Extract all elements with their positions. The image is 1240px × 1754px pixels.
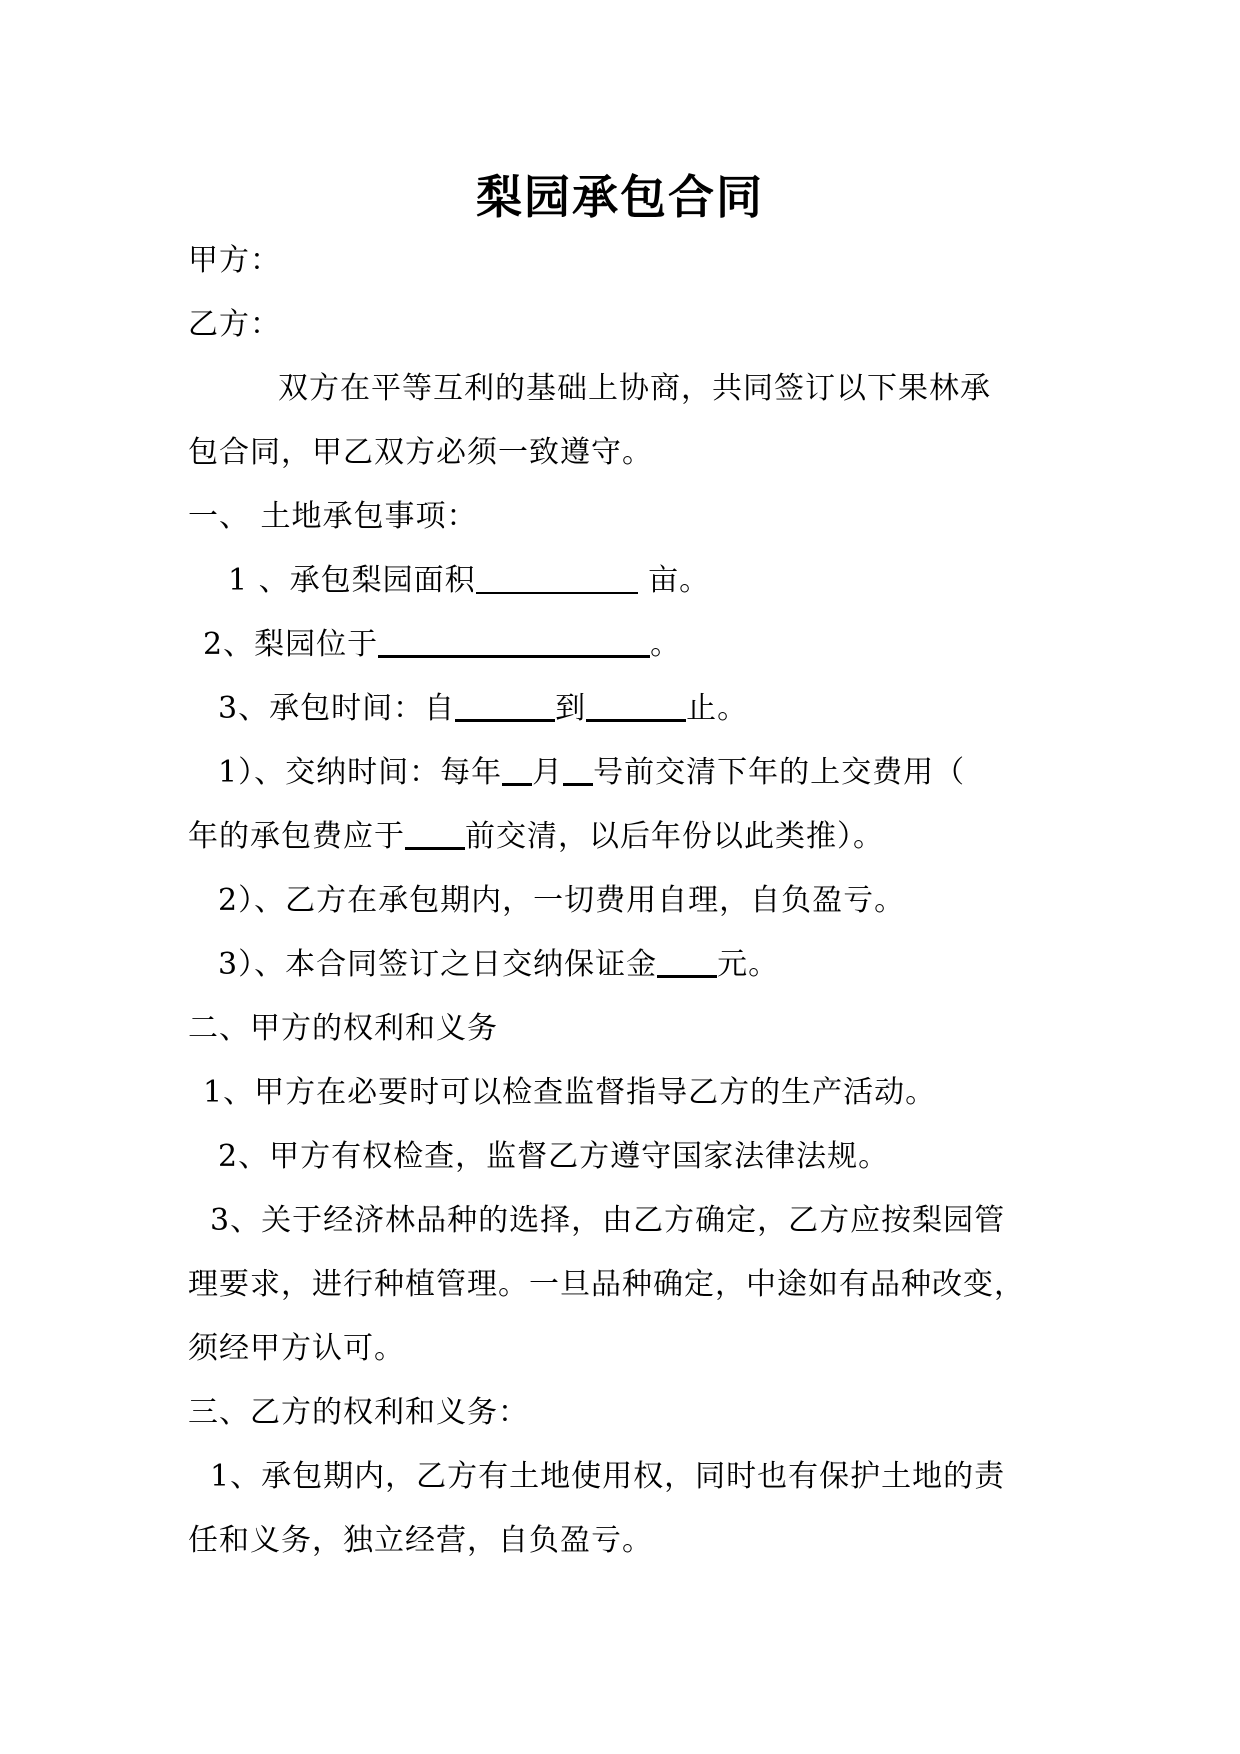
sub-3-b: 元。 <box>717 947 780 982</box>
sub-1-line2-a: 年的承包费应于 <box>188 819 405 854</box>
section-1-item-3 <box>218 687 748 731</box>
section-2-item-2: 2、甲方有权检查，监督乙方遵守国家法律法规。 <box>218 1139 890 1174</box>
section-1-heading: 一、 土地承包事项： <box>188 499 478 534</box>
item-1-suffix: 亩。 <box>637 563 711 598</box>
sub-1-a: 1）、交纳时间：每年 <box>218 755 503 790</box>
end-date-blank <box>586 689 686 722</box>
day-blank <box>563 753 593 786</box>
intro-line-1: 双方在平等互利的基础上协商，共同签订以下果林承 <box>278 371 991 406</box>
payment-date-blank <box>405 817 465 850</box>
party-b-line: 乙方： <box>188 307 281 342</box>
section-1-item-2 <box>203 623 681 667</box>
intro-line-2: 包合同，甲乙双方必须一致遵守。 <box>188 435 653 470</box>
area-blank <box>476 562 638 594</box>
start-date-blank <box>455 689 555 722</box>
item-3-suffix: 止。 <box>686 691 749 726</box>
item-3-prefix: 3、承包时间：自 <box>218 691 456 726</box>
deposit-blank <box>657 945 717 978</box>
section-2-item-3-line-2: 理要求，进行种植管理。一旦品种确定，中途如有品种改变， <box>188 1267 1025 1302</box>
sub-1-line2-b: 前交清，以后年份以此类推）。 <box>465 819 884 854</box>
section-3-item-1-line-2: 任和义务，独立经营，自负盈亏。 <box>188 1523 653 1558</box>
sub-item-3 <box>218 943 779 987</box>
document-title: 梨园承包合同 <box>476 170 764 224</box>
sub-3-a: 3）、本合同签订之日交纳保证金 <box>218 947 658 982</box>
sub-item-2: 2）、乙方在承包期内，一切费用自理，自负盈亏。 <box>218 883 906 918</box>
section-3-item-1-line-1: 1、承包期内，乙方有土地使用权，同时也有保护土地的责 <box>210 1459 1006 1494</box>
item-1-prefix: 1 、承包梨园面积 <box>228 563 476 598</box>
section-3-heading: 三、乙方的权利和义务： <box>188 1395 529 1430</box>
month-blank <box>502 753 532 786</box>
sub-1-c: 号前交清下年的上交费用（ <box>593 755 966 790</box>
location-blank <box>378 625 650 658</box>
item-3-mid: 到 <box>555 691 587 726</box>
sub-item-1-line-1 <box>218 751 965 795</box>
item-2-prefix: 2、梨园位于 <box>203 627 379 662</box>
sub-1-b: 月 <box>532 755 564 790</box>
item-2-suffix: 。 <box>650 627 682 662</box>
section-2-item-3-line-1: 3、关于经济林品种的选择，由乙方确定，乙方应按梨园管 <box>210 1203 1006 1238</box>
party-a-line: 甲方： <box>188 243 281 278</box>
sub-item-1-line-2 <box>188 815 884 859</box>
section-2-heading: 二、甲方的权利和义务 <box>188 1011 498 1046</box>
section-1-item-1 <box>228 559 710 603</box>
section-2-item-1: 1、甲方在必要时可以检查监督指导乙方的生产活动。 <box>203 1075 937 1110</box>
section-2-item-3-line-3: 须经甲方认可。 <box>188 1331 405 1366</box>
